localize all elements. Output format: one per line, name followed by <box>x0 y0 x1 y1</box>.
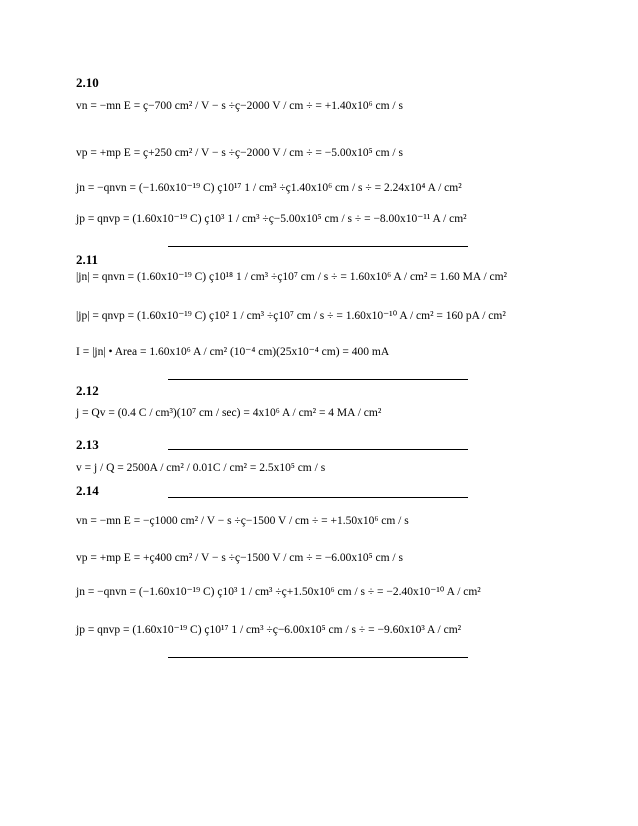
equation-v-2-13: v = j / Q = 2500A / cm² / 0.01C / cm² = 2.5x10⁵ cm / s <box>76 462 326 474</box>
equation-jn-2-10: jn = −qnvn = (−1.60x10⁻¹⁹ C) ç10¹⁷ 1 / cm³ ÷ç1.40x10⁶ cm / s ÷ = 2.24x10⁴ A / cm² <box>76 182 462 194</box>
equation-vn-2-14: vn = −mn E = −ç1000 cm² / V − s ÷ç−1500 V / cm ÷ = +1.50x10⁶ cm / s <box>76 515 409 527</box>
divider-rule <box>168 657 468 658</box>
equation-jn-2-11: |jn| = qnvn = (1.60x10⁻¹⁹ C) ç10¹⁸ 1 / cm³ ÷ç10⁷ cm / s ÷ = 1.60x10⁶ A / cm² = 1.60 MA / cm² <box>76 271 508 283</box>
divider-rule <box>168 379 468 380</box>
equation-j-2-12: j = Qv = (0.4 C / cm³)(10⁷ cm / sec) = 4x10⁶ A / cm² = 4 MA / cm² <box>76 407 382 419</box>
divider-rule <box>168 246 468 247</box>
equation-jp-2-14: jp = qnvp = (1.60x10⁻¹⁹ C) ç10¹⁷ 1 / cm³ ÷ç−6.00x10⁵ cm / s ÷ = −9.60x10³ A / cm² <box>76 624 462 636</box>
equation-vn-2-10: vn = −mn E = ç−700 cm² / V − s ÷ç−2000 V / cm ÷ = +1.40x10⁶ cm / s <box>76 100 403 112</box>
equation-jp-2-11: |jp| = qnvp = (1.60x10⁻¹⁹ C) ç10² 1 / cm³ ÷ç10⁷ cm / s ÷ = 1.60x10⁻¹⁰ A / cm² = 160 pA / cm² <box>76 310 506 322</box>
equation-vp-2-14: vp = +mp E = +ç400 cm² / V − s ÷ç−1500 V / cm ÷ = −6.00x10⁵ cm / s <box>76 552 403 564</box>
equation-current-2-11: I = |jn| • Area = 1.60x10⁶ A / cm² (10⁻⁴ cm)(25x10⁻⁴ cm) = 400 mA <box>76 346 390 358</box>
equation-jp-2-10: jp = qnvp = (1.60x10⁻¹⁹ C) ç10³ 1 / cm³ ÷ç−5.00x10⁵ cm / s ÷ = −8.00x10⁻¹¹ A / cm² <box>76 213 467 225</box>
section-heading-2-12: 2.12 <box>76 383 99 398</box>
section-heading-2-14: 2.14 <box>76 483 99 498</box>
section-heading-2-13: 2.13 <box>76 437 99 452</box>
divider-rule <box>168 449 468 450</box>
section-heading-2-11: 2.11 <box>76 252 99 267</box>
equation-vp-2-10: vp = +mp E = ç+250 cm² / V − s ÷ç−2000 V / cm ÷ = −5.00x10⁵ cm / s <box>76 147 403 159</box>
equation-jn-2-14: jn = −qnvn = (−1.60x10⁻¹⁹ C) ç10³ 1 / cm³ ÷ç+1.50x10⁶ cm / s ÷ = −2.40x10⁻¹⁰ A / cm² <box>76 586 481 598</box>
section-heading-2-10: 2.10 <box>76 75 99 90</box>
divider-rule <box>168 497 468 498</box>
